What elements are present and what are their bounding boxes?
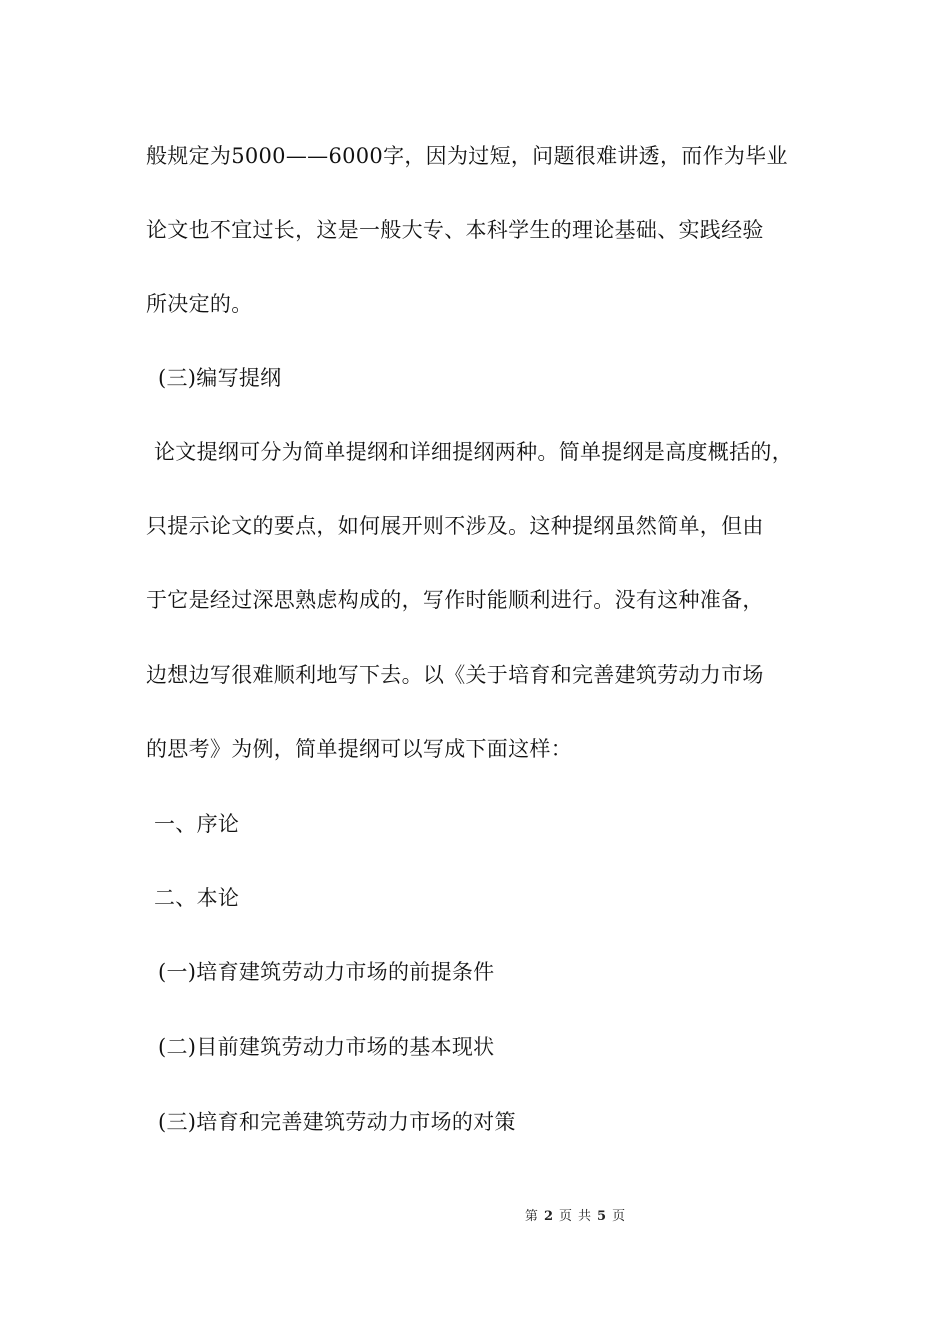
footer-suffix: 页 [612,1209,626,1224]
footer-prefix: 第 [524,1209,538,1224]
section-heading: (三)编写提纲 [158,366,282,390]
current-page-number: 2 [543,1209,553,1224]
outline-subitem-1: (一)培育建筑劳动力市场的前提条件 [158,960,495,984]
paragraph-line-3: 于它是经过深思熟虑构成的，写作时能顺利进行。没有这种准备， [146,588,764,612]
body-text-line-3: 所决定的。 [146,292,253,316]
outline-subitem-2: (二)目前建筑劳动力市场的基本现状 [158,1035,495,1059]
paragraph-line-4: 边想边写很难顺利地写下去。以《关于培育和完善建筑劳动力市场 [146,663,764,687]
body-text-line-2: 论文也不宜过长，这是一般大专、本科学生的理论基础、实践经验 [146,218,764,242]
outline-item-1: 一、序论 [154,812,240,836]
paragraph-line-1: 论文提纲可分为简单提纲和详细提纲两种。简单提纲是高度概括的， [154,440,793,464]
outline-item-2: 二、本论 [154,886,240,910]
footer-total-label: 共 [578,1209,592,1224]
outline-subitem-3: (三)培育和完善建筑劳动力市场的对策 [158,1110,516,1134]
paragraph-line-2: 只提示论文的要点，如何展开则不涉及。这种提纲虽然简单，但由 [146,514,764,538]
total-page-number: 5 [597,1209,607,1224]
page-number-footer [0,1208,950,1226]
paragraph-line-5: 的思考》为例，简单提纲可以写成下面这样： [146,737,572,761]
body-text-line-1: 般规定为5000——6000字，因为过短，问题很难讲透，而作为毕业 [146,144,788,168]
footer-page-label: 页 [558,1209,572,1224]
